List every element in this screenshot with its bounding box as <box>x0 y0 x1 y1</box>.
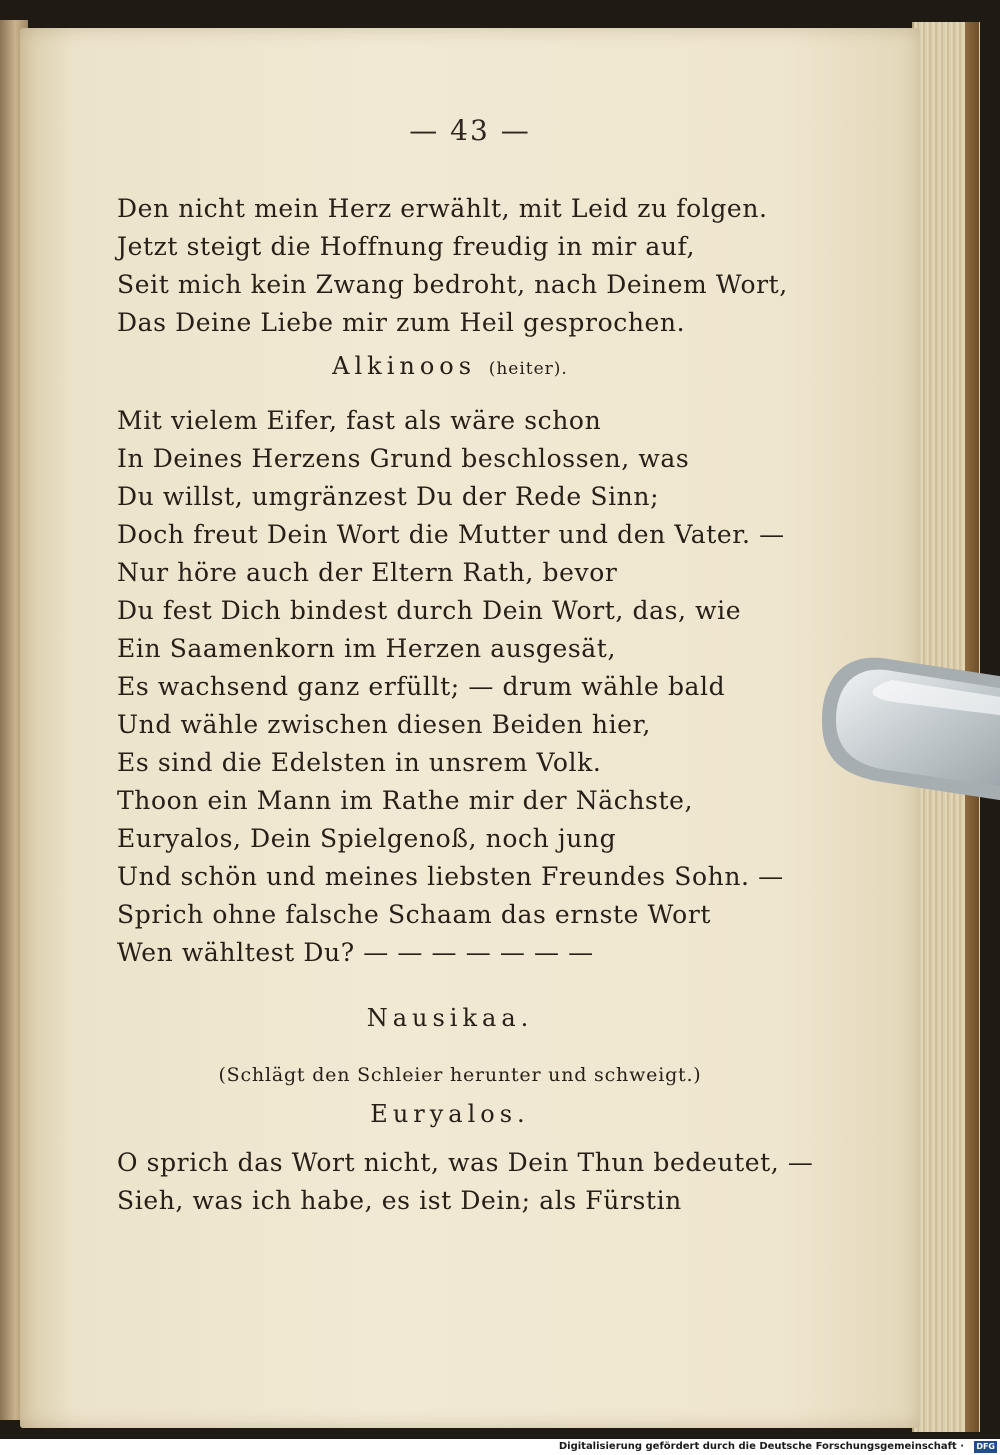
footer-bar <box>0 1439 1000 1455</box>
verse-line: Sieh, was ich habe, es ist Dein; als Fürstin <box>117 1186 682 1215</box>
page-block-edge <box>965 22 979 1432</box>
verse-line: Du willst, umgränzest Du der Rede Sinn; <box>117 482 660 511</box>
verse-line: Es sind die Edelsten in unsrem Volk. <box>117 748 602 777</box>
verse-line: In Deines Herzens Grund beschlossen, was <box>117 444 690 473</box>
speaker-name: Euryalos. <box>370 1100 530 1128</box>
verse-line: Das Deine Liebe mir zum Heil gesprochen. <box>117 308 686 337</box>
verse-line: Sprich ohne falsche Schaam das ernste Wort <box>117 900 712 929</box>
verse-line: Doch freut Dein Wort die Mutter und den Vater. — <box>117 520 785 549</box>
verse-line: Jetzt steigt die Hoffnung freudig in mir auf, <box>117 232 696 261</box>
speaker-name: Nausikaa. <box>366 1004 534 1032</box>
speaker-nausikaa <box>20 1004 880 1032</box>
verse-line: Euryalos, Dein Spielgenoß, noch jung <box>117 824 617 853</box>
dfg-logo: DFG <box>976 1442 995 1451</box>
verse-line: Nur höre auch der Eltern Rath, bevor <box>117 558 618 587</box>
speaker-alkinoos <box>20 352 880 380</box>
verse-line: Ein Saamenkorn im Herzen ausgesät, <box>117 634 617 663</box>
stage-direction: (Schlägt den Schleier herunter und schweigt.) <box>218 1064 702 1086</box>
verse-block-2 <box>117 402 785 972</box>
verse-block-3 <box>117 1144 813 1220</box>
verse-block-1 <box>117 190 788 342</box>
speaker-euryalos <box>20 1100 880 1128</box>
book-page <box>20 28 920 1428</box>
verse-line: Es wachsend ganz erfüllt; — drum wähle bald <box>117 672 726 701</box>
verse-line: Du fest Dich bindest durch Dein Wort, das, wie <box>117 596 742 625</box>
verse-line: Seit mich kein Zwang bedroht, nach Deinem Wort, <box>117 270 788 299</box>
verse-line: O sprich das Wort nicht, was Dein Thun bedeutet, — <box>117 1148 814 1177</box>
verse-line: Mit vielem Eifer, fast als wäre schon <box>117 406 602 435</box>
speaker-name: Alkinoos <box>332 352 477 380</box>
footer-credit: Digitalisierung gefördert durch die Deutsche Forschungsgemeinschaft · <box>558 1441 964 1452</box>
verse-line: Den nicht mein Herz erwählt, mit Leid zu folgen. <box>117 194 768 223</box>
verse-line: Und wähle zwischen diesen Beiden hier, <box>117 710 651 739</box>
verse-line: Thoon ein Mann im Rathe mir der Nächste, <box>117 786 694 815</box>
verse-line: Und schön und meines liebsten Freundes Sohn. — <box>117 862 784 891</box>
speaker-aside: (heiter). <box>488 359 568 379</box>
verse-line: Wen wähltest Du? — — — — — — — <box>117 938 594 967</box>
page-number: — 43 — <box>409 114 531 147</box>
